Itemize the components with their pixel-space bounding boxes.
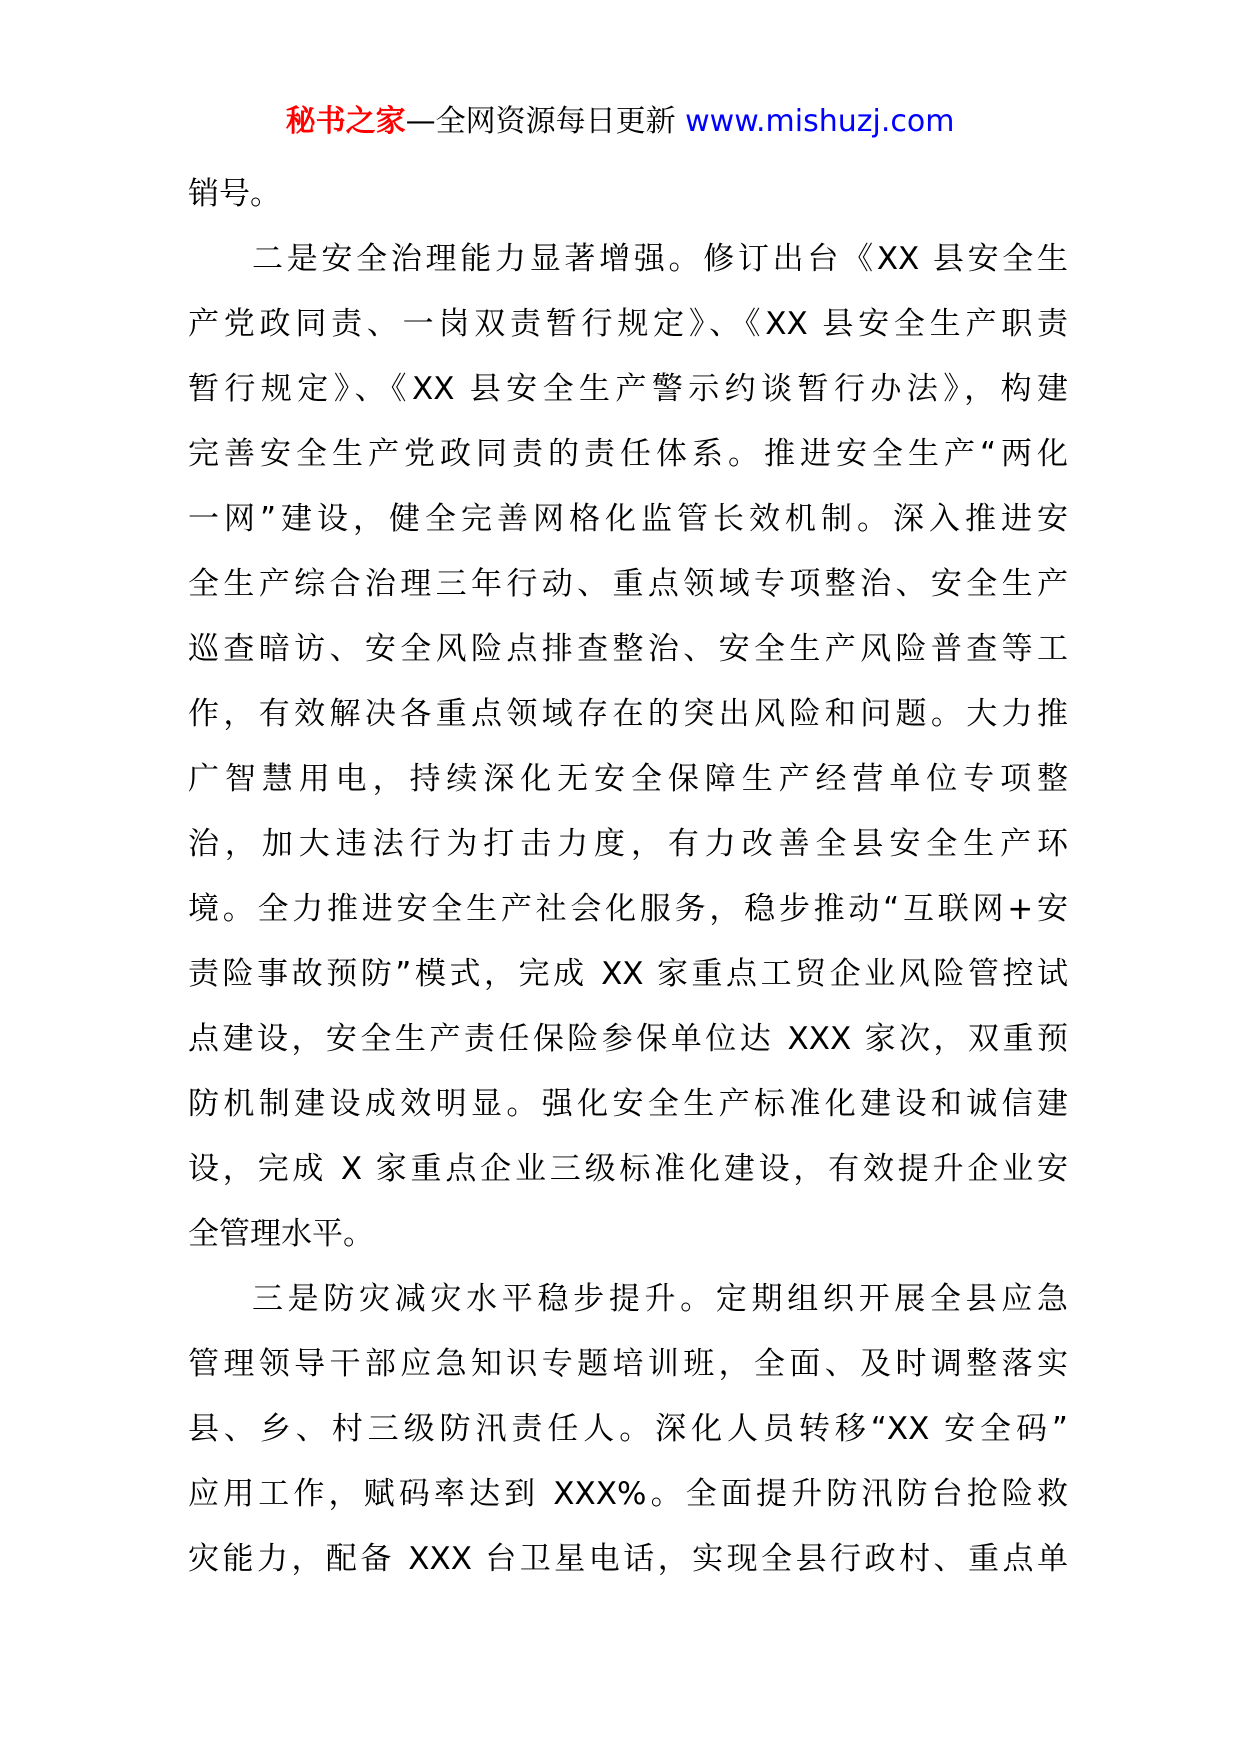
text-line: 全生产综合治理三年行动、重点领域专项整治、安全生产 [188, 566, 1068, 602]
text-line: 全管理水平。 [188, 1216, 374, 1252]
text-line: 广智慧用电，持续深化无安全保障生产经营单位专项整 [188, 761, 1068, 797]
text-line: 防机制建设成效明显。强化安全生产标准化建设和诚信建 [188, 1086, 1068, 1122]
text-line: 境。全力推进安全生产社会化服务，稳步推动“互联网+安 [188, 891, 1068, 927]
text-line: 二是安全治理能力显著增强。修订出台《XX 县安全生 [252, 241, 1068, 277]
document-body [188, 162, 1068, 1592]
header-url[interactable]: www.mishuzj.com [685, 104, 955, 139]
text-line: 暂行规定》、《XX 县安全生产警示约谈暂行办法》，构建 [188, 371, 1068, 407]
text-line: 责险事故预防”模式，完成 XX 家重点工贸企业风险管控试 [188, 956, 1068, 992]
text-line: 产党政同责、一岗双责暂行规定》、《XX 县安全生产职责 [188, 306, 1068, 342]
text-line: 管理领导干部应急知识专题培训班，全面、及时调整落实 [188, 1346, 1068, 1382]
text-line: 巡查暗访、安全风险点排查整治、安全生产风险普查等工 [188, 631, 1068, 667]
text-line: 作，有效解决各重点领域存在的突出风险和问题。大力推 [188, 696, 1068, 732]
text-line: 完善安全生产党政同责的责任体系。推进安全生产“两化 [188, 436, 1068, 472]
header-slogan: —全网资源每日更新 [405, 104, 686, 139]
text-line: 县、乡、村三级防汛责任人。深化人员转移“XX 安全码” [188, 1411, 1068, 1447]
header-brand: 秘书之家 [285, 104, 406, 139]
page-header [0, 100, 1240, 144]
text-line: 治，加大违法行为打击力度，有力改善全县安全生产环 [188, 826, 1068, 862]
text-line: 灾能力，配备 XXX 台卫星电话，实现全县行政村、重点单 [188, 1541, 1068, 1577]
text-line: 设，完成 X 家重点企业三级标准化建设，有效提升企业安 [188, 1151, 1068, 1187]
text-line: 销号。 [188, 176, 281, 212]
text-line: 点建设，安全生产责任保险参保单位达 XXX 家次，双重预 [188, 1021, 1068, 1057]
text-line: 一网”建设，健全完善网格化监管长效机制。深入推进安 [188, 501, 1068, 537]
text-line: 应用工作，赋码率达到 XXX%。全面提升防汛防台抢险救 [188, 1476, 1068, 1512]
text-line: 三是防灾减灾水平稳步提升。定期组织开展全县应急 [252, 1281, 1068, 1317]
